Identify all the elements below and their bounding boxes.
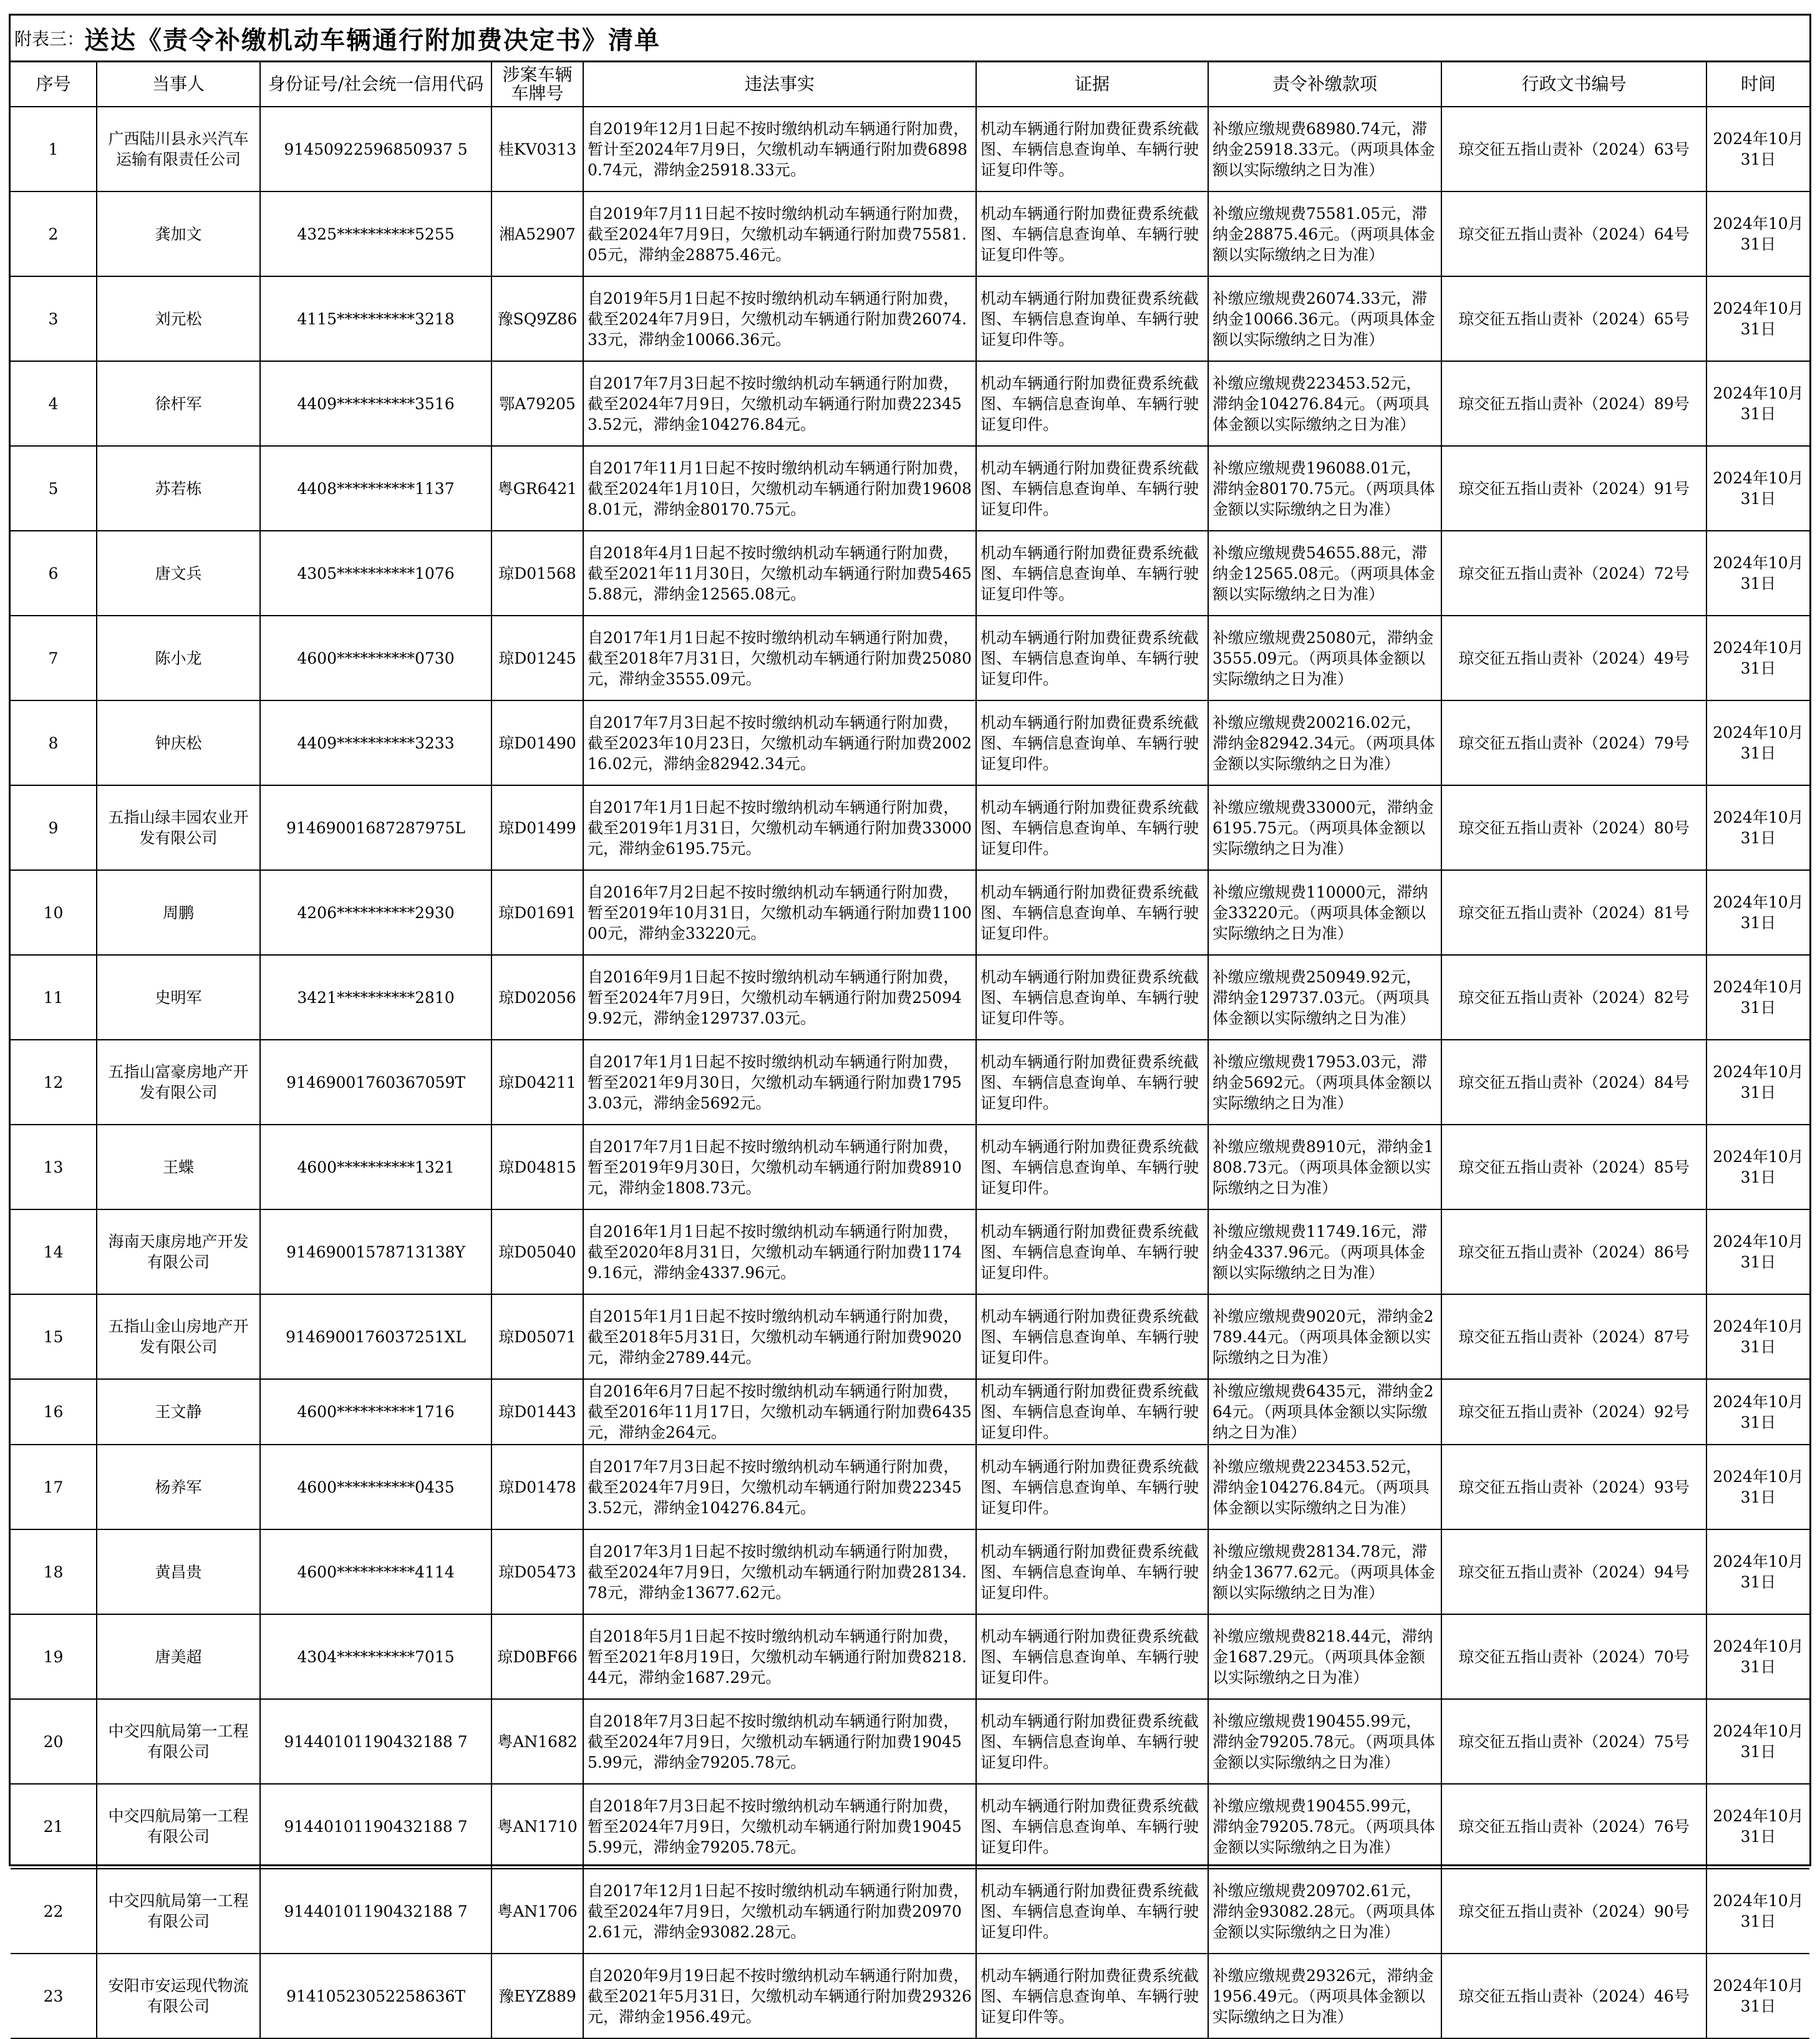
cell-evidence: 机动车辆通行附加费征费系统截图、车辆信息查询单、车辆行驶证复印件。 bbox=[976, 1529, 1208, 1614]
cell-payment: 补缴应缴规费25080元，滞纳金3555.09元。（两项具体金额以实际缴纳之日为准） bbox=[1208, 616, 1441, 700]
cell-plate: 琼D04211 bbox=[491, 1040, 583, 1125]
table-row bbox=[11, 531, 1809, 616]
cell-time: 2024年10月31日 bbox=[1706, 531, 1809, 616]
cell-doc: 琼交征五指山责补（2024）76号 bbox=[1441, 1784, 1706, 1869]
cell-time: 2024年10月31日 bbox=[1706, 1209, 1809, 1294]
cell-id: 91410523052258636T bbox=[260, 1954, 491, 2038]
cell-seq: 2 bbox=[11, 191, 97, 276]
cell-id: 4304**********7015 bbox=[260, 1614, 491, 1699]
cell-evidence: 机动车辆通行附加费征费系统截图、车辆信息查询单、车辆行驶证复印件。 bbox=[976, 870, 1208, 955]
cell-party: 广西陆川县永兴汽车运输有限责任公司 bbox=[97, 107, 260, 191]
cell-payment: 补缴应缴规费223453.52元，滞纳金104276.84元。（两项具体金额以实际缴纳之日为准） bbox=[1208, 361, 1441, 446]
cell-payment: 补缴应缴规费75581.05元，滞纳金28875.46元。（两项具体金额以实际缴纳之日为准） bbox=[1208, 191, 1441, 276]
cell-seq: 17 bbox=[11, 1445, 97, 1529]
table-row bbox=[11, 1445, 1809, 1529]
cell-id: 4325**********5255 bbox=[260, 191, 491, 276]
cell-facts: 自2015年1月1日起不按时缴纳机动车辆通行附加费，截至2018年5月31日，欠缴机动车辆通行附加费9020元，滞纳金2789.44元。 bbox=[583, 1294, 976, 1379]
cell-facts: 自2017年7月3日起不按时缴纳机动车辆通行附加费，截至2023年10月23日，欠缴机动车辆通行附加费200216.02元，滞纳金82942.34元。 bbox=[583, 700, 976, 785]
cell-seq: 23 bbox=[11, 1954, 97, 2038]
cell-time: 2024年10月31日 bbox=[1706, 700, 1809, 785]
cell-seq: 1 bbox=[11, 107, 97, 191]
cell-payment: 补缴应缴规费8218.44元，滞纳金1687.29元。（两项具体金额以实际缴纳之日为准） bbox=[1208, 1614, 1441, 1699]
table-row bbox=[11, 1209, 1809, 1294]
cell-evidence: 机动车辆通行附加费征费系统截图、车辆信息查询单、车辆行驶证复印件。 bbox=[976, 1294, 1208, 1379]
cell-payment: 补缴应缴规费250949.92元，滞纳金129737.03元。（两项具体金额以实际缴纳之日为准） bbox=[1208, 955, 1441, 1040]
cell-id: 3421**********2810 bbox=[260, 955, 491, 1040]
cell-facts: 自2018年4月1日起不按时缴纳机动车辆通行附加费，截至2021年11月30日，欠缴机动车辆通行附加费54655.88元，滞纳金12565.08元。 bbox=[583, 531, 976, 616]
cell-evidence: 机动车辆通行附加费征费系统截图、车辆信息查询单、车辆行驶证复印件。 bbox=[976, 1784, 1208, 1869]
cell-facts: 自2019年12月1日起不按时缴纳机动车辆通行附加费，暂计至2024年7月9日，欠缴机动车辆通行附加费68980.74元，滞纳金25918.33元。 bbox=[583, 107, 976, 191]
table-row bbox=[11, 700, 1809, 785]
cell-seq: 15 bbox=[11, 1294, 97, 1379]
header-id: 身份证号/社会统一信用代码 bbox=[260, 62, 491, 107]
cell-facts: 自2016年7月2日起不按时缴纳机动车辆通行附加费，暂至2019年10月31日，欠缴机动车辆通行附加费110000元，滞纳金33220元。 bbox=[583, 870, 976, 955]
cell-id: 91440101190432188 7 bbox=[260, 1699, 491, 1784]
cell-plate: 粤AN1706 bbox=[491, 1869, 583, 1954]
table-row bbox=[11, 1869, 1809, 1954]
table-row bbox=[11, 955, 1809, 1040]
cell-seq: 8 bbox=[11, 700, 97, 785]
cell-party: 龚加文 bbox=[97, 191, 260, 276]
cell-party: 刘元松 bbox=[97, 276, 260, 361]
cell-payment: 补缴应缴规费200216.02元，滞纳金82942.34元。（两项具体金额以实际缴纳之日为准） bbox=[1208, 700, 1441, 785]
cell-plate: 豫EYZ889 bbox=[491, 1954, 583, 2038]
cell-payment: 补缴应缴规费17953.03元，滞纳金5692元。（两项具体金额以实际缴纳之日为准） bbox=[1208, 1040, 1441, 1125]
cell-id: 91469001760367059T bbox=[260, 1040, 491, 1125]
cell-party: 徐杆军 bbox=[97, 361, 260, 446]
cell-facts: 自2016年6月7日起不按时缴纳机动车辆通行附加费，截至2016年11月17日，欠缴机动车辆通行附加费6435元，滞纳金264元。 bbox=[583, 1379, 976, 1445]
cell-time: 2024年10月31日 bbox=[1706, 1699, 1809, 1784]
cell-payment: 补缴应缴规费196088.01元，滞纳金80170.75元。（两项具体金额以实际缴纳之日为准） bbox=[1208, 446, 1441, 531]
cell-time: 2024年10月31日 bbox=[1706, 616, 1809, 700]
cell-time: 2024年10月31日 bbox=[1706, 1869, 1809, 1954]
cell-time: 2024年10月31日 bbox=[1706, 870, 1809, 955]
cell-party: 五指山绿丰园农业开发有限公司 bbox=[97, 785, 260, 870]
cell-seq: 19 bbox=[11, 1614, 97, 1699]
cell-time: 2024年10月31日 bbox=[1706, 1040, 1809, 1125]
cell-doc: 琼交征五指山责补（2024）79号 bbox=[1441, 700, 1706, 785]
cell-party: 唐文兵 bbox=[97, 531, 260, 616]
cell-doc: 琼交征五指山责补（2024）81号 bbox=[1441, 870, 1706, 955]
cell-time: 2024年10月31日 bbox=[1706, 276, 1809, 361]
cell-id: 4600**********1321 bbox=[260, 1125, 491, 1209]
cell-id: 4408**********1137 bbox=[260, 446, 491, 531]
table-row bbox=[11, 1125, 1809, 1209]
table-row bbox=[11, 361, 1809, 446]
cell-seq: 9 bbox=[11, 785, 97, 870]
cell-doc: 琼交征五指山责补（2024）63号 bbox=[1441, 107, 1706, 191]
cell-plate: 琼D02056 bbox=[491, 955, 583, 1040]
table-row bbox=[11, 1699, 1809, 1784]
header-payment: 责令补缴款项 bbox=[1208, 62, 1441, 107]
cell-evidence: 机动车辆通行附加费征费系统截图、车辆信息查询单、车辆行驶证复印件。 bbox=[976, 1040, 1208, 1125]
cell-id: 4600**********1716 bbox=[260, 1379, 491, 1445]
cell-evidence: 机动车辆通行附加费征费系统截图、车辆信息查询单、车辆行驶证复印件。 bbox=[976, 785, 1208, 870]
cell-seq: 5 bbox=[11, 446, 97, 531]
cell-payment: 补缴应缴规费223453.52元，滞纳金104276.84元。（两项具体金额以实际缴纳之日为准） bbox=[1208, 1445, 1441, 1529]
cell-plate: 琼D05040 bbox=[491, 1209, 583, 1294]
cell-plate: 琼D05473 bbox=[491, 1529, 583, 1614]
cell-seq: 13 bbox=[11, 1125, 97, 1209]
cell-seq: 20 bbox=[11, 1699, 97, 1784]
cell-seq: 22 bbox=[11, 1869, 97, 1954]
cell-party: 陈小龙 bbox=[97, 616, 260, 700]
header-time: 时间 bbox=[1706, 62, 1809, 107]
cell-doc: 琼交征五指山责补（2024）84号 bbox=[1441, 1040, 1706, 1125]
cell-doc: 琼交征五指山责补（2024）91号 bbox=[1441, 446, 1706, 531]
cell-doc: 琼交征五指山责补（2024）92号 bbox=[1441, 1379, 1706, 1445]
cell-plate: 湘A52907 bbox=[491, 191, 583, 276]
table-row bbox=[11, 1294, 1809, 1379]
cell-evidence: 机动车辆通行附加费征费系统截图、车辆信息查询单、车辆行驶证复印件。 bbox=[976, 1125, 1208, 1209]
header-seq: 序号 bbox=[11, 62, 97, 107]
cell-time: 2024年10月31日 bbox=[1706, 361, 1809, 446]
cell-time: 2024年10月31日 bbox=[1706, 955, 1809, 1040]
cell-id: 4600**********0435 bbox=[260, 1445, 491, 1529]
cell-id: 4600**********0730 bbox=[260, 616, 491, 700]
cell-facts: 自2017年7月3日起不按时缴纳机动车辆通行附加费，截至2024年7月9日，欠缴机动车辆通行附加费223453.52元，滞纳金104276.84元。 bbox=[583, 1445, 976, 1529]
cell-facts: 自2019年5月1日起不按时缴纳机动车辆通行附加费，截至2024年7月9日，欠缴机动车辆通行附加费26074.33元，滞纳金10066.36元。 bbox=[583, 276, 976, 361]
cell-party: 王文静 bbox=[97, 1379, 260, 1445]
cell-plate: 琼D01568 bbox=[491, 531, 583, 616]
cell-time: 2024年10月31日 bbox=[1706, 191, 1809, 276]
cell-party: 海南天康房地产开发有限公司 bbox=[97, 1209, 260, 1294]
cell-seq: 11 bbox=[11, 955, 97, 1040]
cell-payment: 补缴应缴规费190455.99元，滞纳金79205.78元。（两项具体金额以实际缴纳之日为准） bbox=[1208, 1699, 1441, 1784]
cell-doc: 琼交征五指山责补（2024）93号 bbox=[1441, 1445, 1706, 1529]
table-row bbox=[11, 276, 1809, 361]
cell-payment: 补缴应缴规费9020元，滞纳金2789.44元。（两项具体金额以实际缴纳之日为准） bbox=[1208, 1294, 1441, 1379]
cell-evidence: 机动车辆通行附加费征费系统截图、车辆信息查询单、车辆行驶证复印件等。 bbox=[976, 276, 1208, 361]
table-row bbox=[11, 616, 1809, 700]
cell-doc: 琼交征五指山责补（2024）90号 bbox=[1441, 1869, 1706, 1954]
cell-evidence: 机动车辆通行附加费征费系统截图、车辆信息查询单、车辆行驶证复印件等。 bbox=[976, 191, 1208, 276]
cell-doc: 琼交征五指山责补（2024）64号 bbox=[1441, 191, 1706, 276]
cell-time: 2024年10月31日 bbox=[1706, 1784, 1809, 1869]
cell-evidence: 机动车辆通行附加费征费系统截图、车辆信息查询单、车辆行驶证复印件等。 bbox=[976, 531, 1208, 616]
header-evidence: 证据 bbox=[976, 62, 1208, 107]
cell-plate: 琼D01490 bbox=[491, 700, 583, 785]
decision-list-table bbox=[11, 62, 1809, 2039]
cell-party: 杨养军 bbox=[97, 1445, 260, 1529]
cell-seq: 3 bbox=[11, 276, 97, 361]
cell-doc: 琼交征五指山责补（2024）82号 bbox=[1441, 955, 1706, 1040]
cell-time: 2024年10月31日 bbox=[1706, 107, 1809, 191]
cell-evidence: 机动车辆通行附加费征费系统截图、车辆信息查询单、车辆行驶证复印件。 bbox=[976, 616, 1208, 700]
cell-plate: 鄂A79205 bbox=[491, 361, 583, 446]
table-row bbox=[11, 191, 1809, 276]
cell-evidence: 机动车辆通行附加费征费系统截图、车辆信息查询单、车辆行驶证复印件。 bbox=[976, 446, 1208, 531]
cell-party: 黄昌贵 bbox=[97, 1529, 260, 1614]
cell-facts: 自2016年9月1日起不按时缴纳机动车辆通行附加费，暂至2024年7月9日，欠缴机动车辆通行附加费250949.92元，滞纳金129737.03元。 bbox=[583, 955, 976, 1040]
cell-evidence: 机动车辆通行附加费征费系统截图、车辆信息查询单、车辆行驶证复印件等。 bbox=[976, 1954, 1208, 2038]
document-sheet bbox=[9, 14, 1811, 2026]
cell-plate: 粤GR6421 bbox=[491, 446, 583, 531]
cell-party: 中交四航局第一工程有限公司 bbox=[97, 1869, 260, 1954]
cell-plate: 琼D01691 bbox=[491, 870, 583, 955]
cell-time: 2024年10月31日 bbox=[1706, 446, 1809, 531]
cell-evidence: 机动车辆通行附加费征费系统截图、车辆信息查询单、车辆行驶证复印件。 bbox=[976, 361, 1208, 446]
cell-facts: 自2018年5月1日起不按时缴纳机动车辆通行附加费，暂至2021年8月19日，欠缴机动车辆通行附加费8218.44元，滞纳金1687.29元。 bbox=[583, 1614, 976, 1699]
cell-facts: 自2016年1月1日起不按时缴纳机动车辆通行附加费，截至2020年8月31日，欠缴机动车辆通行附加费11749.16元，滞纳金4337.96元。 bbox=[583, 1209, 976, 1294]
table-row bbox=[11, 446, 1809, 531]
cell-evidence: 机动车辆通行附加费征费系统截图、车辆信息查询单、车辆行驶证复印件。 bbox=[976, 1379, 1208, 1445]
cell-seq: 4 bbox=[11, 361, 97, 446]
cell-id: 91440101190432188 7 bbox=[260, 1869, 491, 1954]
cell-plate: 琼D01245 bbox=[491, 616, 583, 700]
cell-doc: 琼交征五指山责补（2024）89号 bbox=[1441, 361, 1706, 446]
table-header-row bbox=[11, 62, 1809, 107]
title-bar bbox=[11, 16, 1809, 62]
cell-time: 2024年10月31日 bbox=[1706, 1954, 1809, 2038]
cell-payment: 补缴应缴规费110000元，滞纳金33220元。（两项具体金额以实际缴纳之日为准） bbox=[1208, 870, 1441, 955]
cell-id: 91450922596850937 5 bbox=[260, 107, 491, 191]
cell-party: 周鹏 bbox=[97, 870, 260, 955]
cell-facts: 自2017年3月1日起不按时缴纳机动车辆通行附加费，截至2024年7月9日，欠缴机动车辆通行附加费28134.78元，滞纳金13677.62元。 bbox=[583, 1529, 976, 1614]
cell-time: 2024年10月31日 bbox=[1706, 785, 1809, 870]
cell-payment: 补缴应缴规费209702.61元，滞纳金93082.28元。（两项具体金额以实际缴纳之日为准） bbox=[1208, 1869, 1441, 1954]
cell-time: 2024年10月31日 bbox=[1706, 1294, 1809, 1379]
cell-facts: 自2018年7月3日起不按时缴纳机动车辆通行附加费，截至2024年7月9日，欠缴机动车辆通行附加费190455.99元，滞纳金79205.78元。 bbox=[583, 1699, 976, 1784]
cell-seq: 10 bbox=[11, 870, 97, 955]
header-plate: 涉案车辆车牌号 bbox=[491, 62, 583, 107]
cell-plate: 琼D01478 bbox=[491, 1445, 583, 1529]
cell-facts: 自2019年7月11日起不按时缴纳机动车辆通行附加费，截至2024年7月9日，欠缴机动车辆通行附加费75581.05元，滞纳金28875.46元。 bbox=[583, 191, 976, 276]
cell-seq: 7 bbox=[11, 616, 97, 700]
cell-evidence: 机动车辆通行附加费征费系统截图、车辆信息查询单、车辆行驶证复印件。 bbox=[976, 1869, 1208, 1954]
cell-doc: 琼交征五指山责补（2024）49号 bbox=[1441, 616, 1706, 700]
cell-payment: 补缴应缴规费54655.88元，滞纳金12565.08元。（两项具体金额以实际缴纳之日为准） bbox=[1208, 531, 1441, 616]
cell-evidence: 机动车辆通行附加费征费系统截图、车辆信息查询单、车辆行驶证复印件。 bbox=[976, 1614, 1208, 1699]
cell-seq: 12 bbox=[11, 1040, 97, 1125]
cell-evidence: 机动车辆通行附加费征费系统截图、车辆信息查询单、车辆行驶证复印件等。 bbox=[976, 107, 1208, 191]
cell-plate: 琼D04815 bbox=[491, 1125, 583, 1209]
cell-seq: 6 bbox=[11, 531, 97, 616]
cell-id: 4409**********3516 bbox=[260, 361, 491, 446]
cell-facts: 自2017年1月1日起不按时缴纳机动车辆通行附加费，暂至2021年9月30日，欠缴机动车辆通行附加费17953.03元，滞纳金5692元。 bbox=[583, 1040, 976, 1125]
cell-party: 中交四航局第一工程有限公司 bbox=[97, 1784, 260, 1869]
page-title: 送达《责令补缴机动车辆通行附加费决定书》清单 bbox=[84, 25, 661, 55]
cell-seq: 16 bbox=[11, 1379, 97, 1445]
table-row bbox=[11, 1379, 1809, 1445]
cell-party: 五指山金山房地产开发有限公司 bbox=[97, 1294, 260, 1379]
cell-evidence: 机动车辆通行附加费征费系统截图、车辆信息查询单、车辆行驶证复印件等。 bbox=[976, 955, 1208, 1040]
cell-payment: 补缴应缴规费26074.33元，滞纳金10066.36元。（两项具体金额以实际缴纳之日为准） bbox=[1208, 276, 1441, 361]
cell-id: 9146900176037251XL bbox=[260, 1294, 491, 1379]
cell-time: 2024年10月31日 bbox=[1706, 1614, 1809, 1699]
table-row bbox=[11, 1040, 1809, 1125]
table-row bbox=[11, 1954, 1809, 2038]
cell-party: 史明军 bbox=[97, 955, 260, 1040]
table-row bbox=[11, 870, 1809, 955]
cell-doc: 琼交征五指山责补（2024）94号 bbox=[1441, 1529, 1706, 1614]
cell-seq: 21 bbox=[11, 1784, 97, 1869]
cell-id: 91469001687287975L bbox=[260, 785, 491, 870]
cell-doc: 琼交征五指山责补（2024）80号 bbox=[1441, 785, 1706, 870]
cell-id: 91440101190432188 7 bbox=[260, 1784, 491, 1869]
cell-doc: 琼交征五指山责补（2024）86号 bbox=[1441, 1209, 1706, 1294]
cell-evidence: 机动车辆通行附加费征费系统截图、车辆信息查询单、车辆行驶证复印件。 bbox=[976, 1699, 1208, 1784]
cell-time: 2024年10月31日 bbox=[1706, 1125, 1809, 1209]
table-row bbox=[11, 107, 1809, 191]
cell-party: 钟庆松 bbox=[97, 700, 260, 785]
cell-payment: 补缴应缴规费190455.99元，滞纳金79205.78元。（两项具体金额以实际缴纳之日为准） bbox=[1208, 1784, 1441, 1869]
cell-evidence: 机动车辆通行附加费征费系统截图、车辆信息查询单、车辆行驶证复印件。 bbox=[976, 700, 1208, 785]
table-row bbox=[11, 785, 1809, 870]
cell-payment: 补缴应缴规费11749.16元，滞纳金4337.96元。（两项具体金额以实际缴纳之日为准） bbox=[1208, 1209, 1441, 1294]
cell-facts: 自2017年11月1日起不按时缴纳机动车辆通行附加费，截至2024年1月10日，欠缴机动车辆通行附加费196088.01元，滞纳金80170.75元。 bbox=[583, 446, 976, 531]
cell-facts: 自2018年7月3日起不按时缴纳机动车辆通行附加费，暂至2024年7月9日，欠缴机动车辆通行附加费190455.99元，滞纳金79205.78元。 bbox=[583, 1784, 976, 1869]
cell-id: 4600**********4114 bbox=[260, 1529, 491, 1614]
cell-plate: 琼D05071 bbox=[491, 1294, 583, 1379]
cell-party: 苏若栋 bbox=[97, 446, 260, 531]
cell-seq: 18 bbox=[11, 1529, 97, 1614]
header-doc: 行政文书编号 bbox=[1441, 62, 1706, 107]
cell-id: 4206**********2930 bbox=[260, 870, 491, 955]
cell-plate: 粤AN1710 bbox=[491, 1784, 583, 1869]
cell-facts: 自2017年12月1日起不按时缴纳机动车辆通行附加费，截至2024年7月9日，欠缴机动车辆通行附加费209702.61元，滞纳金93082.28元。 bbox=[583, 1869, 976, 1954]
table-row bbox=[11, 1529, 1809, 1614]
cell-evidence: 机动车辆通行附加费征费系统截图、车辆信息查询单、车辆行驶证复印件。 bbox=[976, 1209, 1208, 1294]
title-prefix: 附表三： bbox=[14, 29, 85, 49]
cell-plate: 琼D01499 bbox=[491, 785, 583, 870]
header-facts: 违法事实 bbox=[583, 62, 976, 107]
cell-party: 中交四航局第一工程有限公司 bbox=[97, 1699, 260, 1784]
cell-payment: 补缴应缴规费68980.74元，滞纳金25918.33元。（两项具体金额以实际缴纳之日为准） bbox=[1208, 107, 1441, 191]
cell-payment: 补缴应缴规费33000元，滞纳金6195.75元。（两项具体金额以实际缴纳之日为准） bbox=[1208, 785, 1441, 870]
table-row bbox=[11, 1614, 1809, 1699]
cell-plate: 粤AN1682 bbox=[491, 1699, 583, 1784]
cell-seq: 14 bbox=[11, 1209, 97, 1294]
cell-party: 唐美超 bbox=[97, 1614, 260, 1699]
cell-doc: 琼交征五指山责补（2024）72号 bbox=[1441, 531, 1706, 616]
cell-payment: 补缴应缴规费28134.78元，滞纳金13677.62元。（两项具体金额以实际缴纳之日为准） bbox=[1208, 1529, 1441, 1614]
cell-doc: 琼交征五指山责补（2024）75号 bbox=[1441, 1699, 1706, 1784]
cell-party: 五指山富豪房地产开发有限公司 bbox=[97, 1040, 260, 1125]
cell-time: 2024年10月31日 bbox=[1706, 1379, 1809, 1445]
cell-payment: 补缴应缴规费6435元，滞纳金264元。（两项具体金额以实际缴纳之日为准） bbox=[1208, 1379, 1441, 1445]
cell-id: 91469001578713138Y bbox=[260, 1209, 491, 1294]
cell-time: 2024年10月31日 bbox=[1706, 1529, 1809, 1614]
cell-facts: 自2017年1月1日起不按时缴纳机动车辆通行附加费，截至2019年1月31日，欠缴机动车辆通行附加费33000元，滞纳金6195.75元。 bbox=[583, 785, 976, 870]
cell-doc: 琼交征五指山责补（2024）85号 bbox=[1441, 1125, 1706, 1209]
cell-party: 王蝶 bbox=[97, 1125, 260, 1209]
cell-plate: 琼D0BF66 bbox=[491, 1614, 583, 1699]
cell-facts: 自2020年9月19日起不按时缴纳机动车辆通行附加费，截至2021年5月31日，欠缴机动车辆通行附加费29326元，滞纳金1956.49元。 bbox=[583, 1954, 976, 2038]
cell-doc: 琼交征五指山责补（2024）46号 bbox=[1441, 1954, 1706, 2038]
cell-doc: 琼交征五指山责补（2024）70号 bbox=[1441, 1614, 1706, 1699]
cell-facts: 自2017年7月1日起不按时缴纳机动车辆通行附加费，暂至2019年9月30日，欠缴机动车辆通行附加费8910元，滞纳金1808.73元。 bbox=[583, 1125, 976, 1209]
cell-facts: 自2017年1月1日起不按时缴纳机动车辆通行附加费，截至2018年7月31日，欠缴机动车辆通行附加费25080元，滞纳金3555.09元。 bbox=[583, 616, 976, 700]
cell-id: 4409**********3233 bbox=[260, 700, 491, 785]
cell-plate: 豫SQ9Z86 bbox=[491, 276, 583, 361]
table-row bbox=[11, 1784, 1809, 1869]
cell-facts: 自2017年7月3日起不按时缴纳机动车辆通行附加费，截至2024年7月9日，欠缴机动车辆通行附加费223453.52元，滞纳金104276.84元。 bbox=[583, 361, 976, 446]
cell-party: 安阳市安运现代物流有限公司 bbox=[97, 1954, 260, 2038]
cell-evidence: 机动车辆通行附加费征费系统截图、车辆信息查询单、车辆行驶证复印件。 bbox=[976, 1445, 1208, 1529]
cell-plate: 桂KV0313 bbox=[491, 107, 583, 191]
cell-payment: 补缴应缴规费8910元，滞纳金1808.73元。（两项具体金额以实际缴纳之日为准） bbox=[1208, 1125, 1441, 1209]
cell-id: 4305**********1076 bbox=[260, 531, 491, 616]
cell-id: 4115**********3218 bbox=[260, 276, 491, 361]
header-party: 当事人 bbox=[97, 62, 260, 107]
cell-doc: 琼交征五指山责补（2024）87号 bbox=[1441, 1294, 1706, 1379]
cell-time: 2024年10月31日 bbox=[1706, 1445, 1809, 1529]
cell-plate: 琼D01443 bbox=[491, 1379, 583, 1445]
cell-payment: 补缴应缴规费29326元，滞纳金1956.49元。（两项具体金额以实际缴纳之日为准） bbox=[1208, 1954, 1441, 2038]
cell-doc: 琼交征五指山责补（2024）65号 bbox=[1441, 276, 1706, 361]
